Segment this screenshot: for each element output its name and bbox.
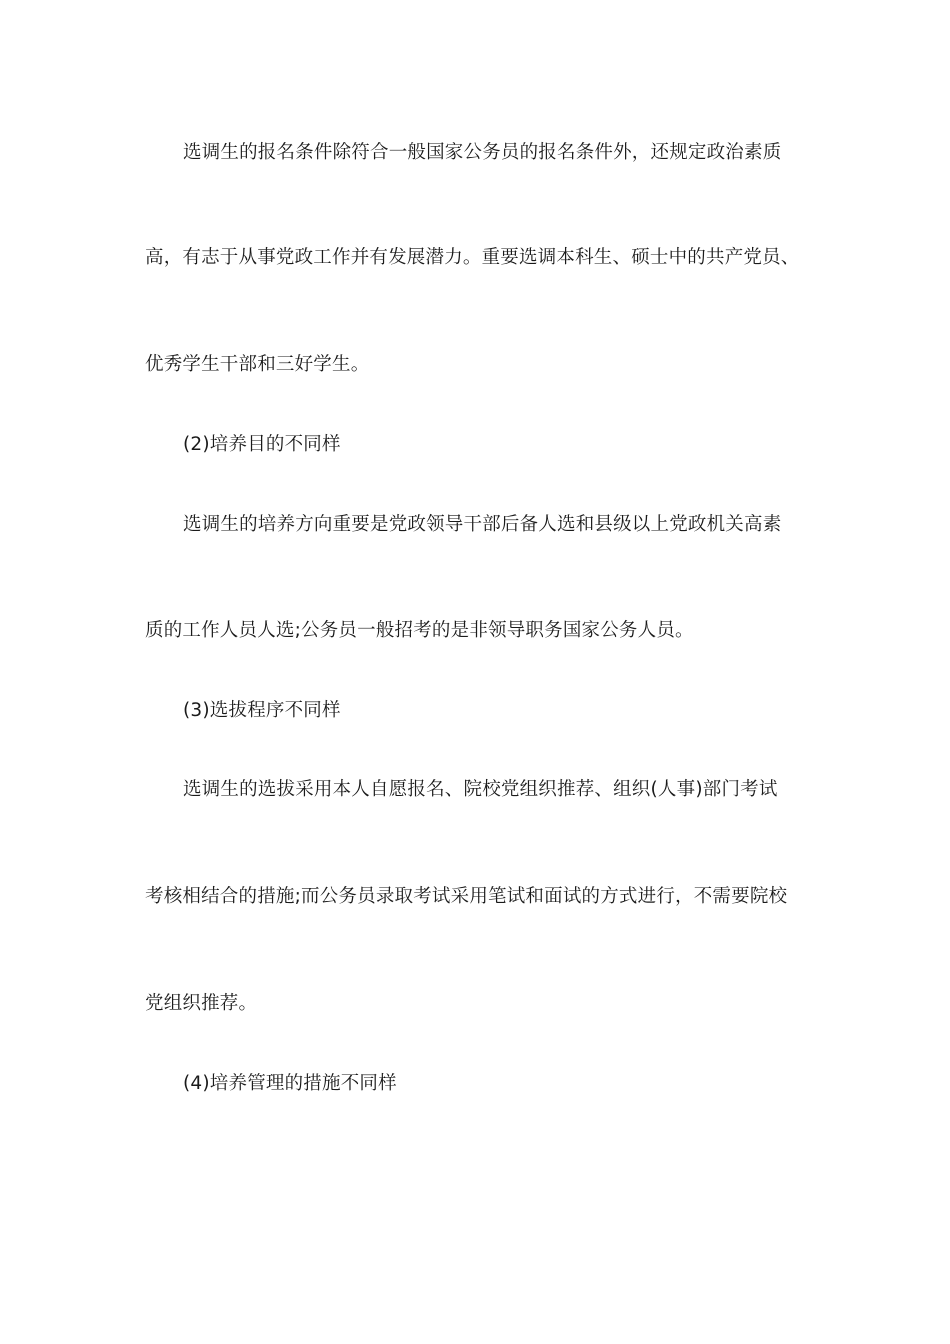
paragraph-line: 质的工作人员人选;公务员一般招考的是非领导职务国家公务人员。 [145, 620, 694, 641]
section-heading: (3)选拔程序不同样 [183, 700, 341, 721]
paragraph-line: 考核相结合的措施;而公务员录取考试采用笔试和面试的方式进行，不需要院校 [145, 886, 788, 907]
paragraph-line: 高，有志于从事党政工作并有发展潜力。重要选调本科生、硕士中的共产党员、 [145, 247, 800, 268]
paragraph-line: 选调生的培养方向重要是党政领导干部后备人选和县级以上党政机关高素 [183, 514, 782, 535]
paragraph-line: 选调生的选拔采用本人自愿报名、院校党组织推荐、组织(人事)部门考试 [183, 779, 778, 800]
paragraph-line: 优秀学生干部和三好学生。 [145, 354, 370, 375]
section-heading: (4)培养管理的措施不同样 [183, 1073, 397, 1094]
paragraph-line: 选调生的报名条件除符合一般国家公务员的报名条件外，还规定政治素质 [183, 142, 782, 163]
paragraph-line: 党组织推荐。 [145, 993, 258, 1014]
section-heading: (2)培养目的不同样 [183, 434, 341, 455]
